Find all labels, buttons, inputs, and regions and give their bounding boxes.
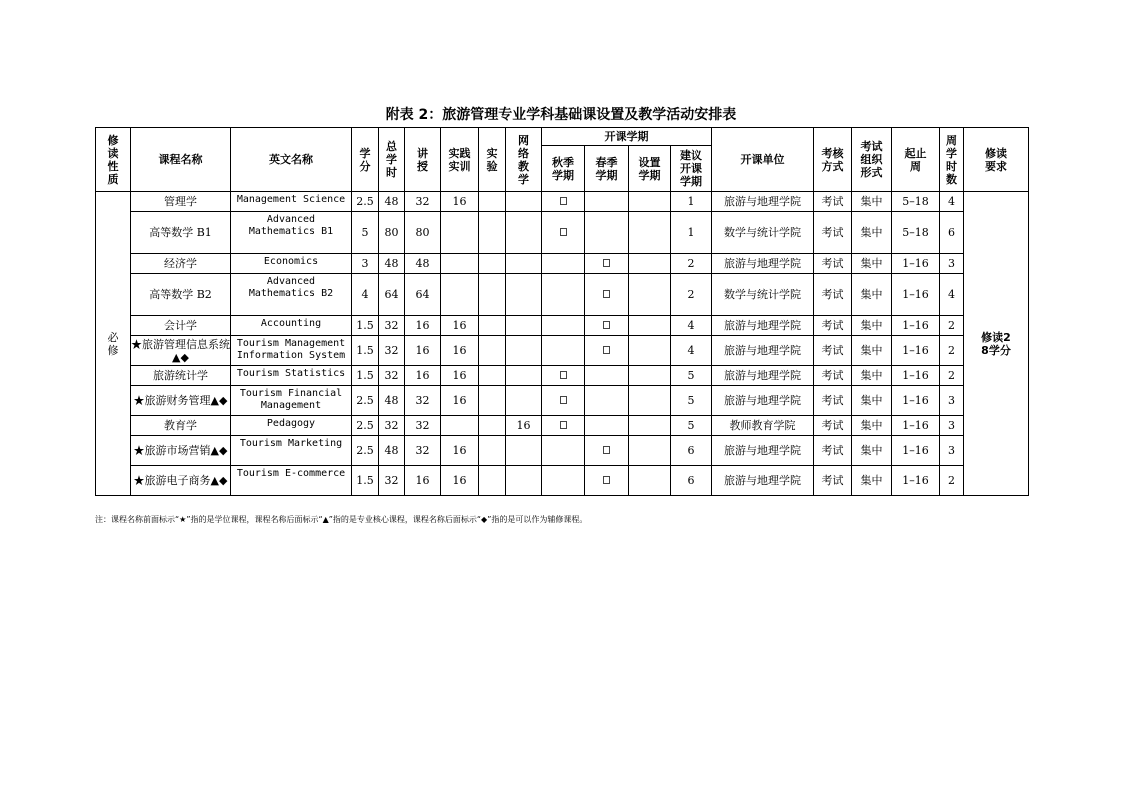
credits-cell: 3 xyxy=(352,254,379,274)
header-weekly-hours: 周学时数 xyxy=(940,128,964,192)
course-table xyxy=(95,127,1029,496)
table-row xyxy=(96,192,1029,212)
course-name-cell: ★旅游电子商务▲◆ xyxy=(131,466,231,496)
spring-semester-cell xyxy=(585,192,629,212)
lecture-cell: 16 xyxy=(405,316,441,336)
suggested-semester-cell: 1 xyxy=(671,212,712,254)
lecture-cell: 32 xyxy=(405,416,441,436)
credits-cell: 1.5 xyxy=(352,366,379,386)
experiment-cell xyxy=(479,466,506,496)
unit-cell: 旅游与地理学院 xyxy=(712,254,814,274)
english-name-cell: Accounting xyxy=(231,316,352,336)
header-experiment: 实验 xyxy=(479,128,506,192)
total-hours-cell: 32 xyxy=(379,416,405,436)
autumn-semester-cell xyxy=(542,336,585,366)
header-course-name: 课程名称 xyxy=(131,128,231,192)
table-row xyxy=(96,386,1029,416)
table-row xyxy=(96,336,1029,366)
autumn-semester-cell xyxy=(542,366,585,386)
header-semester-group: 开课学期 xyxy=(542,128,712,146)
header-credits: 学分 xyxy=(352,128,379,192)
unit-cell: 旅游与地理学院 xyxy=(712,436,814,466)
autumn-semester-cell xyxy=(542,192,585,212)
experiment-cell xyxy=(479,212,506,254)
lecture-cell: 16 xyxy=(405,366,441,386)
online-cell xyxy=(506,192,542,212)
experiment-cell xyxy=(479,416,506,436)
checkbox-icon xyxy=(603,259,610,267)
exam-form-cell: 集中 xyxy=(852,436,892,466)
checkbox-icon xyxy=(560,396,567,404)
set-semester-cell xyxy=(629,436,671,466)
exam-method-cell: 考试 xyxy=(814,212,852,254)
experiment-cell xyxy=(479,366,506,386)
unit-cell: 教师教育学院 xyxy=(712,416,814,436)
online-cell xyxy=(506,254,542,274)
lecture-cell: 64 xyxy=(405,274,441,316)
course-name-cell: 高等数学 B2 xyxy=(131,274,231,316)
suggested-semester-cell: 1 xyxy=(671,192,712,212)
autumn-semester-cell xyxy=(542,212,585,254)
spring-semester-cell xyxy=(585,212,629,254)
practice-cell: 16 xyxy=(441,336,479,366)
weekly-hours-cell: 2 xyxy=(940,466,964,496)
suggested-semester-cell: 4 xyxy=(671,316,712,336)
weekly-hours-cell: 2 xyxy=(940,366,964,386)
unit-cell: 旅游与地理学院 xyxy=(712,386,814,416)
total-hours-cell: 64 xyxy=(379,274,405,316)
header-online: 网络教学 xyxy=(506,128,542,192)
table-row xyxy=(96,274,1029,316)
suggested-semester-cell: 5 xyxy=(671,416,712,436)
checkbox-icon xyxy=(603,446,610,454)
exam-form-cell: 集中 xyxy=(852,336,892,366)
total-hours-cell: 32 xyxy=(379,316,405,336)
table-row xyxy=(96,466,1029,496)
header-set-semester: 设置学期 xyxy=(629,146,671,192)
online-cell xyxy=(506,386,542,416)
credits-cell: 2.5 xyxy=(352,416,379,436)
header-spring: 春季学期 xyxy=(585,146,629,192)
set-semester-cell xyxy=(629,212,671,254)
header-total-hours: 总学时 xyxy=(379,128,405,192)
lecture-cell: 32 xyxy=(405,436,441,466)
header-unit: 开课单位 xyxy=(712,128,814,192)
set-semester-cell xyxy=(629,254,671,274)
english-name-cell: Tourism E-commerce xyxy=(231,466,352,496)
header-suggested: 建议开课学期 xyxy=(671,146,712,192)
course-name-cell: ★旅游财务管理▲◆ xyxy=(131,386,231,416)
weekly-hours-cell: 3 xyxy=(940,436,964,466)
autumn-semester-cell xyxy=(542,386,585,416)
exam-form-cell: 集中 xyxy=(852,466,892,496)
practice-cell: 16 xyxy=(441,466,479,496)
set-semester-cell xyxy=(629,336,671,366)
experiment-cell xyxy=(479,336,506,366)
spring-semester-cell xyxy=(585,436,629,466)
weeks-cell: 5–18 xyxy=(892,192,940,212)
autumn-semester-cell xyxy=(542,254,585,274)
course-name-cell: 旅游统计学 xyxy=(131,366,231,386)
course-name-cell: 教育学 xyxy=(131,416,231,436)
set-semester-cell xyxy=(629,316,671,336)
exam-method-cell: 考试 xyxy=(814,466,852,496)
suggested-semester-cell: 4 xyxy=(671,336,712,366)
exam-method-cell: 考试 xyxy=(814,254,852,274)
experiment-cell xyxy=(479,192,506,212)
practice-cell xyxy=(441,274,479,316)
header-lecture: 讲授 xyxy=(405,128,441,192)
suggested-semester-cell: 5 xyxy=(671,386,712,416)
weekly-hours-cell: 3 xyxy=(940,254,964,274)
course-name-cell: 管理学 xyxy=(131,192,231,212)
total-hours-cell: 80 xyxy=(379,212,405,254)
english-name-cell: Economics xyxy=(231,254,352,274)
exam-form-cell: 集中 xyxy=(852,366,892,386)
spring-semester-cell xyxy=(585,466,629,496)
experiment-cell xyxy=(479,386,506,416)
experiment-cell xyxy=(479,254,506,274)
header-exam-form: 考试组织形式 xyxy=(852,128,892,192)
set-semester-cell xyxy=(629,386,671,416)
spring-semester-cell xyxy=(585,274,629,316)
experiment-cell xyxy=(479,274,506,316)
weeks-cell: 1–16 xyxy=(892,254,940,274)
autumn-semester-cell xyxy=(542,316,585,336)
weeks-cell: 1–16 xyxy=(892,316,940,336)
weekly-hours-cell: 4 xyxy=(940,192,964,212)
spring-semester-cell xyxy=(585,386,629,416)
total-hours-cell: 32 xyxy=(379,336,405,366)
unit-cell: 旅游与地理学院 xyxy=(712,366,814,386)
header-requirement: 修读要求 xyxy=(964,128,1029,192)
nature-cell: 必修 xyxy=(96,192,131,496)
unit-cell: 旅游与地理学院 xyxy=(712,336,814,366)
exam-form-cell: 集中 xyxy=(852,192,892,212)
spring-semester-cell xyxy=(585,416,629,436)
credits-cell: 2.5 xyxy=(352,386,379,416)
exam-form-cell: 集中 xyxy=(852,212,892,254)
practice-cell: 16 xyxy=(441,386,479,416)
checkbox-icon xyxy=(603,476,610,484)
practice-cell xyxy=(441,212,479,254)
suggested-semester-cell: 6 xyxy=(671,466,712,496)
total-hours-cell: 48 xyxy=(379,254,405,274)
lecture-cell: 32 xyxy=(405,192,441,212)
weekly-hours-cell: 2 xyxy=(940,316,964,336)
table-row xyxy=(96,366,1029,386)
table-row xyxy=(96,212,1029,254)
autumn-semester-cell xyxy=(542,416,585,436)
autumn-semester-cell xyxy=(542,466,585,496)
footnote: 注：课程名称前面标示“★”指的是学位课程，课程名称后面标示“▲”指的是专业核心课程，课程名称后面标示“◆”指的是可以作为辅修课程。 xyxy=(95,515,588,524)
checkbox-icon xyxy=(560,371,567,379)
english-name-cell: Tourism Statistics xyxy=(231,366,352,386)
lecture-cell: 32 xyxy=(405,386,441,416)
table-row xyxy=(96,416,1029,436)
set-semester-cell xyxy=(629,192,671,212)
autumn-semester-cell xyxy=(542,274,585,316)
table-body xyxy=(96,192,1029,496)
credits-cell: 1.5 xyxy=(352,336,379,366)
online-cell: 16 xyxy=(506,416,542,436)
suggested-semester-cell: 5 xyxy=(671,366,712,386)
online-cell xyxy=(506,316,542,336)
weeks-cell: 1–16 xyxy=(892,274,940,316)
checkbox-icon xyxy=(603,321,610,329)
weeks-cell: 1–16 xyxy=(892,386,940,416)
spring-semester-cell xyxy=(585,316,629,336)
english-name-cell: Tourism Management Information System xyxy=(231,336,352,366)
unit-cell: 旅游与地理学院 xyxy=(712,466,814,496)
exam-form-cell: 集中 xyxy=(852,316,892,336)
spring-semester-cell xyxy=(585,366,629,386)
set-semester-cell xyxy=(629,466,671,496)
checkbox-icon xyxy=(603,346,610,354)
credits-cell: 4 xyxy=(352,274,379,316)
spring-semester-cell xyxy=(585,254,629,274)
experiment-cell xyxy=(479,316,506,336)
weekly-hours-cell: 2 xyxy=(940,336,964,366)
weeks-cell: 1–16 xyxy=(892,366,940,386)
checkbox-icon xyxy=(560,197,567,205)
online-cell xyxy=(506,274,542,316)
online-cell xyxy=(506,336,542,366)
credits-cell: 1.5 xyxy=(352,316,379,336)
weeks-cell: 1–16 xyxy=(892,336,940,366)
online-cell xyxy=(506,366,542,386)
header-nature: 修读性质 xyxy=(96,128,131,192)
suggested-semester-cell: 2 xyxy=(671,254,712,274)
english-name-cell: Advanced Mathematics B2 xyxy=(231,274,352,316)
exam-method-cell: 考试 xyxy=(814,192,852,212)
total-hours-cell: 32 xyxy=(379,366,405,386)
course-name-cell: ★旅游市场营销▲◆ xyxy=(131,436,231,466)
practice-cell xyxy=(441,254,479,274)
exam-form-cell: 集中 xyxy=(852,386,892,416)
spring-semester-cell xyxy=(585,336,629,366)
credits-cell: 2.5 xyxy=(352,192,379,212)
set-semester-cell xyxy=(629,274,671,316)
practice-cell: 16 xyxy=(441,316,479,336)
table-row xyxy=(96,254,1029,274)
english-name-cell: Tourism Financial Management xyxy=(231,386,352,416)
exam-method-cell: 考试 xyxy=(814,366,852,386)
lecture-cell: 16 xyxy=(405,466,441,496)
total-hours-cell: 48 xyxy=(379,386,405,416)
practice-cell: 16 xyxy=(441,366,479,386)
header-practice: 实践实训 xyxy=(441,128,479,192)
practice-cell: 16 xyxy=(441,436,479,466)
exam-form-cell: 集中 xyxy=(852,274,892,316)
unit-cell: 旅游与地理学院 xyxy=(712,316,814,336)
weekly-hours-cell: 3 xyxy=(940,386,964,416)
course-name-cell: 经济学 xyxy=(131,254,231,274)
requirement-cell: 修读28学分 xyxy=(964,192,1029,496)
online-cell xyxy=(506,466,542,496)
table-row xyxy=(96,316,1029,336)
weekly-hours-cell: 6 xyxy=(940,212,964,254)
exam-method-cell: 考试 xyxy=(814,274,852,316)
weeks-cell: 1–16 xyxy=(892,436,940,466)
header-exam-method: 考核方式 xyxy=(814,128,852,192)
set-semester-cell xyxy=(629,366,671,386)
online-cell xyxy=(506,212,542,254)
weeks-cell: 1–16 xyxy=(892,416,940,436)
checkbox-icon xyxy=(603,290,610,298)
exam-method-cell: 考试 xyxy=(814,336,852,366)
header-autumn: 秋季学期 xyxy=(542,146,585,192)
online-cell xyxy=(506,436,542,466)
unit-cell: 旅游与地理学院 xyxy=(712,192,814,212)
set-semester-cell xyxy=(629,416,671,436)
course-name-cell: ★旅游管理信息系统▲◆ xyxy=(131,337,230,364)
weeks-cell: 5–18 xyxy=(892,212,940,254)
exam-method-cell: 考试 xyxy=(814,436,852,466)
unit-cell: 数学与统计学院 xyxy=(712,274,814,316)
credits-cell: 2.5 xyxy=(352,436,379,466)
lecture-cell: 16 xyxy=(405,336,441,366)
checkbox-icon xyxy=(560,421,567,429)
exam-form-cell: 集中 xyxy=(852,254,892,274)
total-hours-cell: 48 xyxy=(379,436,405,466)
practice-cell: 16 xyxy=(441,192,479,212)
weeks-cell: 1–16 xyxy=(892,466,940,496)
total-hours-cell: 48 xyxy=(379,192,405,212)
credits-cell: 5 xyxy=(352,212,379,254)
suggested-semester-cell: 2 xyxy=(671,274,712,316)
header-weeks: 起止周 xyxy=(892,128,940,192)
header-english-name: 英文名称 xyxy=(231,128,352,192)
unit-cell: 数学与统计学院 xyxy=(712,212,814,254)
exam-form-cell: 集中 xyxy=(852,416,892,436)
experiment-cell xyxy=(479,436,506,466)
exam-method-cell: 考试 xyxy=(814,416,852,436)
credits-cell: 1.5 xyxy=(352,466,379,496)
english-name-cell: Tourism Marketing xyxy=(231,436,352,466)
table-row xyxy=(96,436,1029,466)
exam-method-cell: 考试 xyxy=(814,316,852,336)
checkbox-icon xyxy=(560,228,567,236)
lecture-cell: 48 xyxy=(405,254,441,274)
weekly-hours-cell: 4 xyxy=(940,274,964,316)
course-name-cell: 会计学 xyxy=(131,316,231,336)
total-hours-cell: 32 xyxy=(379,466,405,496)
suggested-semester-cell: 6 xyxy=(671,436,712,466)
english-name-cell: Management Science xyxy=(231,192,352,212)
lecture-cell: 80 xyxy=(405,212,441,254)
document-title: 附表 2：旅游管理专业学科基础课设置及教学活动安排表 xyxy=(385,107,737,123)
exam-method-cell: 考试 xyxy=(814,386,852,416)
weekly-hours-cell: 3 xyxy=(940,416,964,436)
english-name-cell: Pedagogy xyxy=(231,416,352,436)
english-name-cell: Advanced Mathematics B1 xyxy=(231,212,352,254)
course-name-cell: 高等数学 B1 xyxy=(131,212,231,254)
autumn-semester-cell xyxy=(542,436,585,466)
practice-cell xyxy=(441,416,479,436)
